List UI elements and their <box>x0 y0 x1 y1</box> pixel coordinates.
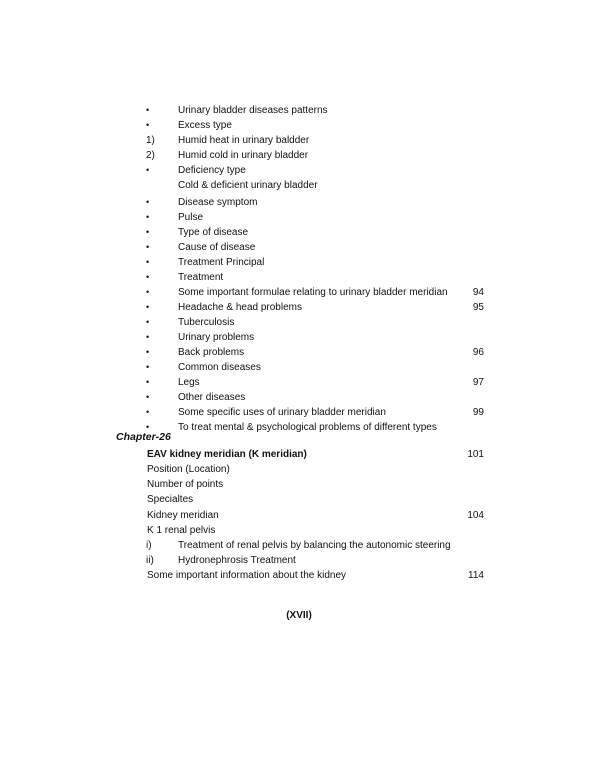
toc-entry <box>0 270 598 285</box>
toc-entry-title: Urinary problems <box>178 332 255 343</box>
toc-entry <box>0 255 598 270</box>
toc-entry-title: Pulse <box>178 212 204 223</box>
toc-entry <box>0 553 598 568</box>
toc-page-number: 96 <box>472 347 484 358</box>
toc-entry <box>0 225 598 240</box>
toc-entry-title: Excess type <box>178 120 232 131</box>
toc-entry-title: Tuberculosis <box>178 317 235 328</box>
toc-entry-title: Number of points <box>147 479 224 490</box>
toc-entry-title: EAV kidney meridian (K meridian) <box>147 449 307 460</box>
toc-entry <box>0 163 598 178</box>
toc-entry <box>0 538 598 553</box>
toc-entry-title: Some important formulae relating to urinary bladder meridian <box>178 287 448 298</box>
number-marker: 1) <box>146 135 155 146</box>
toc-entry-title: Treatment <box>178 272 224 283</box>
bullet-marker: • <box>146 197 150 207</box>
number-marker: 2) <box>146 150 155 161</box>
toc-entry <box>0 390 598 405</box>
toc-entry <box>0 315 598 330</box>
toc-page-number: 97 <box>472 377 484 388</box>
toc-entry <box>0 405 598 420</box>
toc-entry-title: Deficiency type <box>178 165 246 176</box>
toc-entry <box>0 210 598 225</box>
toc-entry <box>0 523 598 538</box>
toc-entry <box>0 508 598 523</box>
bullet-marker: • <box>146 362 150 372</box>
toc-entry <box>0 240 598 255</box>
toc-entry-title: Treatment of renal pelvis by balancing the autonomic steering <box>178 540 451 551</box>
toc-entry-title: K 1 renal pelvis <box>147 525 216 536</box>
toc-entry-title: Type of disease <box>178 227 249 238</box>
bullet-marker: • <box>146 212 150 222</box>
bullet-marker: • <box>146 227 150 237</box>
toc-entry <box>0 420 598 435</box>
toc-entry-title: Cold & deficient urinary bladder <box>178 180 318 191</box>
number-marker: ii) <box>146 555 154 566</box>
toc-entry <box>0 345 598 360</box>
toc-entry-title: Humid cold in urinary bladder <box>178 150 309 161</box>
toc-entry-title: Hydronephrosis Treatment <box>178 555 296 566</box>
toc-entry-title: Common diseases <box>178 362 261 373</box>
toc-entry-title: Humid heat in urinary baldder <box>178 135 310 146</box>
bullet-marker: • <box>146 287 150 297</box>
toc-entry-title: Legs <box>178 377 200 388</box>
bullet-marker: • <box>146 165 150 175</box>
toc-entry <box>0 360 598 375</box>
bullet-marker: • <box>146 302 150 312</box>
toc-entry-title: Kidney meridian <box>147 510 219 521</box>
toc-page-number: 95 <box>472 302 484 313</box>
bullet-marker: • <box>146 105 150 115</box>
toc-entry <box>0 300 598 315</box>
toc-entry-title: Back problems <box>178 347 245 358</box>
toc-entry <box>0 330 598 345</box>
chapter-heading: Chapter-26 <box>116 431 171 443</box>
toc-page-number: 94 <box>472 287 484 298</box>
toc-entry-title: To treat mental & psychological problems of different types <box>178 422 437 433</box>
toc-entry-title: Disease symptom <box>178 197 258 208</box>
bullet-marker: • <box>146 317 150 327</box>
toc-entry <box>0 148 598 163</box>
toc-entry-title: Urinary bladder diseases patterns <box>178 105 328 116</box>
bullet-marker: • <box>146 377 150 387</box>
toc-entry-title: Position (Location) <box>147 464 230 475</box>
bullet-marker: • <box>146 120 150 130</box>
number-marker: i) <box>146 540 152 551</box>
toc-page-number: 104 <box>467 510 484 521</box>
toc-entry <box>0 375 598 390</box>
toc-entry <box>0 477 598 492</box>
toc-entry <box>0 285 598 300</box>
toc-entry <box>0 447 598 462</box>
toc-entry <box>0 133 598 148</box>
toc-entry-title: Headache & head problems <box>178 302 302 313</box>
bullet-marker: • <box>146 392 150 402</box>
toc-entry-title: Specialtes <box>147 494 194 505</box>
toc-entry <box>0 462 598 477</box>
page-number-footer: (XVII) <box>286 610 312 621</box>
toc-entry-title: Cause of disease <box>178 242 256 253</box>
bullet-marker: • <box>146 407 150 417</box>
bullet-marker: • <box>146 242 150 252</box>
toc-entry <box>0 492 598 507</box>
toc-entry <box>0 195 598 210</box>
toc-entry-title: Other diseases <box>178 392 246 403</box>
toc-entry <box>0 568 598 583</box>
bullet-marker: • <box>146 257 150 267</box>
bullet-marker: • <box>146 272 150 282</box>
toc-entry-title: Some specific uses of urinary bladder meridian <box>178 407 386 418</box>
toc-entry <box>0 118 598 133</box>
bullet-marker: • <box>146 422 150 432</box>
toc-entry-title: Treatment Principal <box>178 257 265 268</box>
bullet-marker: • <box>146 347 150 357</box>
toc-page-number: 99 <box>472 407 484 418</box>
toc-entry <box>0 103 598 118</box>
bullet-marker: • <box>146 332 150 342</box>
toc-entry <box>0 178 598 193</box>
toc-page-number: 114 <box>468 570 484 581</box>
toc-page-number: 101 <box>467 449 484 460</box>
toc-entry-title: Some important information about the kidney <box>147 570 346 581</box>
